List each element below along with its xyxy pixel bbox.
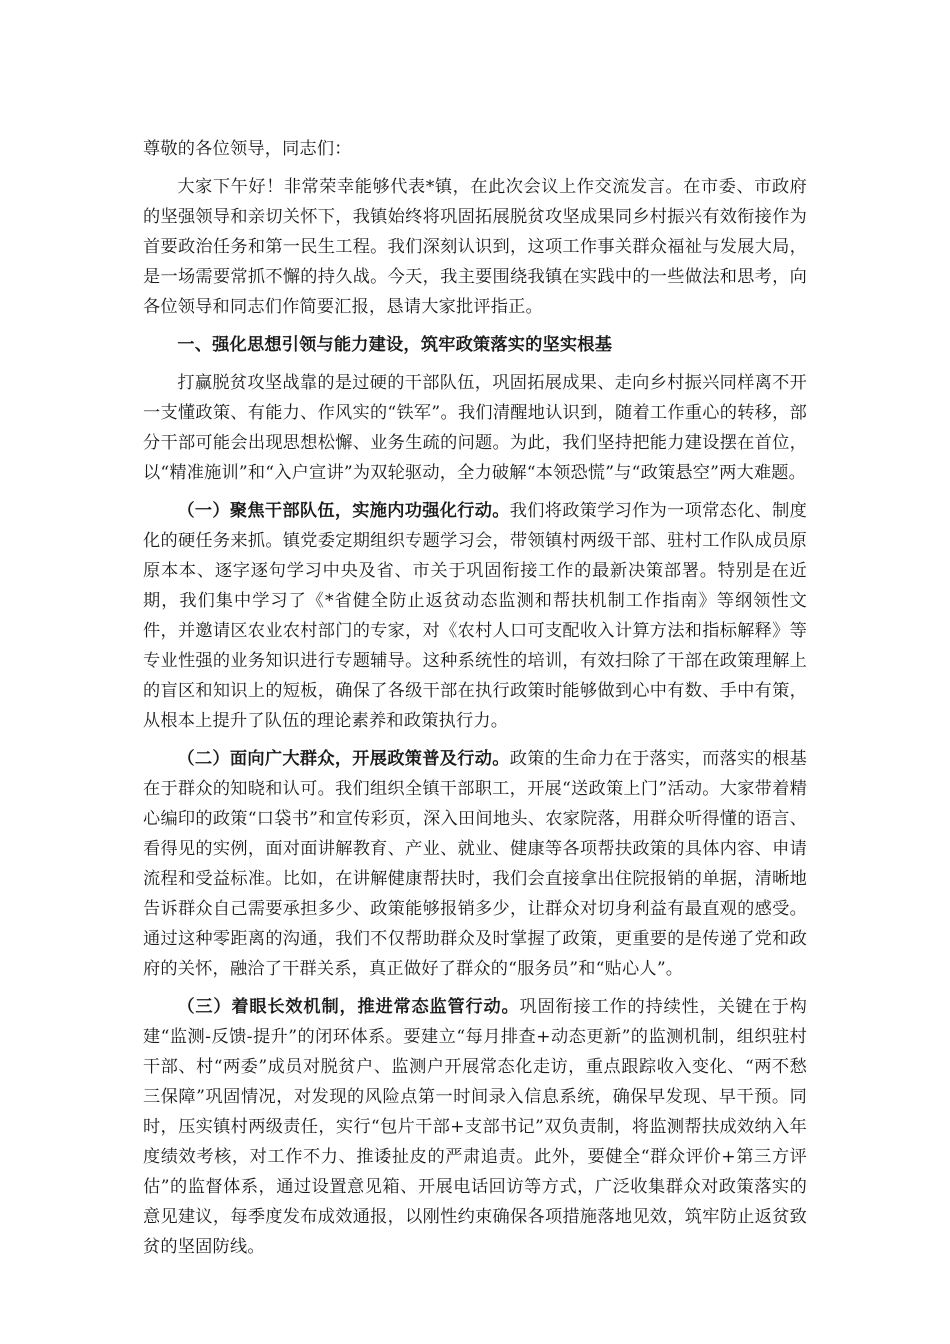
subsection-text-1: 我们将政策学习作为一项常态化、制度化的硬任务来抓。镇党委定期组织专题学习会，带领镇村两级干部、驻村工作队成员原原本本、逐字逐句学习中央及省、市关于巩固衔接工作的最新决策部署。特别是在近期，我们集中学习了《*省健全防止返贫动态监测和帮扶机制工作指南》等纲领性文件，并邀请区农业农村部门的专家，对《农村人口可支配收入计算方法和指标解释》等专业性强的业务知识进行专题辅导。这种系统性的培训，有效扫除了干部在政策理解上的盲区和知识上的短板，确保了各级干部在执行政策时能够做到心中有数、手中有策，从根本上提升了队伍的理论素养和政策执行力。 (143, 501, 807, 731)
subsection-text-3: 巩固衔接工作的持续性，关键在于构建“监测-反馈-提升”的闭环体系。要建立“每月排查+动态更新”的监测机制，组织驻村干部、村“两委”成员对脱贫户、监测户开展常态化走访，重点跟踪收入变化、“两不愁三保障”巩固情况，对发现的风险点第一时间录入信息系统，确保早发现、早干预。同时，压实镇村两级责任，实行“包片干部+支部书记”双负责制，将监测帮扶成效纳入年度绩效考核，对工作不力、推诿扯皮的严肃追责。此外，要健全“群众评价+第三方评估”的监督体系，通过设置意见箱、开展电话回访等方式，广泛收集群众对政策落实的意见建议，每季度发布成效通报，以刚性约束确保各项措施落地见效，筑牢防止返贫致贫的坚固防线。 (143, 997, 807, 1257)
subsection-paragraph-1 (143, 496, 807, 736)
intro-paragraph: 大家下午好！非常荣幸能够代表*镇，在此次会议上作交流发言。在市委、市政府的坚强领导和亲切关怀下，我镇始终将巩固拓展脱贫攻坚成果同乡村振兴有效衔接作为首要政治任务和第一民生工程。我们深刻认识到，这项工作事关群众福祉与发展大局，是一场需要常抓不懈的持久战。今天，我主要围绕我镇在实践中的一些做法和思考，向各位领导和同志们作简要汇报，恳请大家批评指正。 (143, 177, 807, 317)
document-page (143, 134, 807, 1262)
subsection-paragraph-3 (143, 992, 807, 1262)
subsection-paragraph-2 (143, 744, 807, 984)
subsection-text-2: 政策的生命力在于落实，而落实的根基在于群众的知晓和认可。我们组织全镇干部职工，开展“送政策上门”活动。大家带着精心编印的政策“口袋书”和宣传彩页，深入田间地头、农家院落，用群众听得懂的语言、看得见的实例，面对面讲解教育、产业、就业、健康等各项帮扶政策的具体内容、申请流程和受益标准。比如，在讲解健康帮扶时，我们会直接拿出住院报销的单据，清晰地告诉群众自己需要承担多少、政策能够报销多少，让群众对切身利益有最直观的感受。通过这种零距离的沟通，我们不仅帮助群众及时掌握了政策，更重要的是传递了党和政府的关怀，融洽了干群关系，真正做好了群众的“服务员”和“贴心人”。 (143, 749, 807, 979)
section-body-paragraph: 打赢脱贫攻坚战靠的是过硬的干部队伍，巩固拓展成果、走向乡村振兴同样离不开一支懂政策、有能力、作风实的“铁军”。我们清醒地认识到，随着工作重心的转移，部分干部可能会出现思想松懈、业务生疏的问题。为此，我们坚持把能力建设摆在首位，以“精准施训”和“入户宣讲”为双轮驱动，全力破解“本领恐慌”与“政策悬空”两大难题。 (143, 373, 807, 483)
salutation: 尊敬的各位领导，同志们： (143, 139, 352, 159)
subsection-lead-2: （二）面向广大群众，开展政策普及行动。 (177, 749, 510, 769)
section-heading: 一、强化思想引领与能力建设，筑牢政策落实的坚实根基 (177, 335, 613, 355)
subsection-lead-3: （三）着眼长效机制，推进常态监管行动。 (177, 997, 520, 1017)
subsection-lead-1: （一）聚焦干部队伍，实施内功强化行动。 (177, 501, 510, 521)
